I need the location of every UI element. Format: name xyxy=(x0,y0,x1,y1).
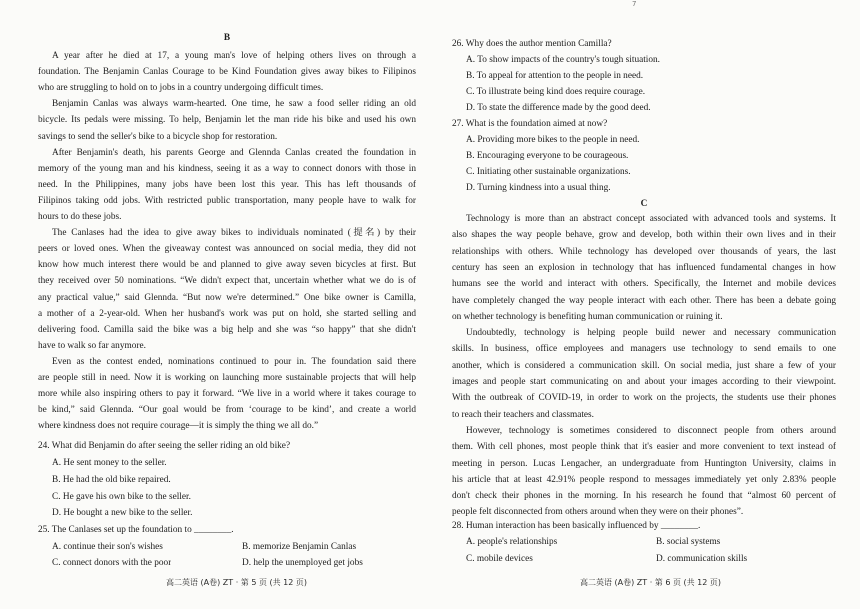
passage-line: more while also inspiring others to pay it forward. “We live in a world where it takes courage to xyxy=(38,389,416,400)
passage-line: delivering food. Camilla said the bike was a big help and she was “so happy” that she didn't xyxy=(38,324,416,335)
passage-line: who are struggling to hold on to jobs in a country undergoing difficult times. xyxy=(38,83,324,94)
passage-line: also shapes the way people behave, grow and develop, both within their own lives and in their xyxy=(452,230,836,241)
page-6-footer: 高二英语 (A卷) ZT · 第 6 页 (共 12 页) xyxy=(580,578,722,587)
passage-line: they received over 50 nominations. “We didn't expect that, uncertain whether what we do is of xyxy=(38,276,416,287)
page-6-column xyxy=(452,0,836,609)
passage-line: people felt disconnected from others around when they were on their phones”. xyxy=(452,507,744,518)
q27-option-b[interactable]: B. Encouraging everyone to be courageous. xyxy=(466,151,629,161)
passage-line: don't check their phones in the morning. In his research he found that “almost 60 percent of xyxy=(452,491,836,502)
passage-line: Technology is more than an abstract concept associated with advanced tools and systems. It xyxy=(466,214,836,224)
passage-line: where kindness does not require courage—it is simply the thing we all do.” xyxy=(38,421,319,432)
passage-line: skills. In business, office employees and managers use technology to send emails to one xyxy=(452,344,836,355)
passage-line: meeting in person. Lucas Lengacher, an undergraduate from Huntington University, claims in xyxy=(452,458,836,469)
q25-option-d[interactable]: D. help the unemployed get jobs xyxy=(242,558,363,568)
passage-line: any practical value,” said Glennda. “But now we're determined.” One bike owner is Camilla, xyxy=(38,292,416,303)
passage-line: bicycle. Its pedals were missing. To help, Benjamin let the man ride his bike and used his own xyxy=(38,115,416,126)
passage-line: relationships with others. While technology has developed over thousands of years, the last xyxy=(452,246,836,257)
passage-line: Filipinos taking odd jobs. With restricted public transportation, many people have to walk for xyxy=(38,195,416,206)
passage-line: Even as the contest ended, nominations continued to pour in. The foundation said there xyxy=(52,356,416,367)
passage-line: However, technology is sometimes considered to disconnect people from others around xyxy=(466,425,836,436)
passage-line: peers or loved ones. When the giveaway contest was announced on social media, they did not xyxy=(38,244,416,255)
page-5-column xyxy=(38,0,416,609)
passage-line: to reach their teachers and classmates. xyxy=(452,409,594,420)
passage-line: century has seen an explosion in technology that has influenced fundamental changes in how xyxy=(452,262,836,273)
q25-option-b[interactable]: B. memorize Benjamin Canlas xyxy=(242,542,357,552)
q27-option-d[interactable]: D. Turning kindness into a usual thing. xyxy=(466,183,611,193)
passage-line: know how much interest there would be and planned to give away seven bicycles at first. But xyxy=(38,260,416,271)
q24-option-a[interactable]: A. He sent money to the seller. xyxy=(52,458,167,468)
q28-option-b[interactable]: B. social systems xyxy=(656,537,721,547)
passage-line: Benjamin Canlas was always warm-hearted. One time, he saw a food seller riding an old xyxy=(52,99,416,110)
passage-line: on whether technology is benefiting human communication or ruining it. xyxy=(452,311,723,322)
q24-stem: 24. What did Benjamin do after seeing the seller riding an old bike? xyxy=(38,441,291,451)
page-5-footer: 高二英语 (A卷) ZT · 第 5 页 (共 12 页) xyxy=(166,578,308,587)
passage-line: humans see the world and interact with others. Specifically, the Internet and mobile devices xyxy=(452,279,836,290)
passage-line: them. With cell phones, most people think that it's easier and more convenient to text instead of xyxy=(452,442,836,453)
passage-line: a mother of a 2-year-old. When her husband's work was put on hold, she started selling and xyxy=(38,308,416,319)
passage-line: savings to send the seller's bike to a bicycle shop for restoration. xyxy=(38,131,278,142)
passage-line: hours to do these jobs. xyxy=(38,212,122,222)
passage-line: A year after he died at 17, a young man's love of helping others lives on through a xyxy=(52,51,416,61)
passage-line: foundation. The Benjamin Canlas Courage to be Kind Foundation gives away bikes to Filipinos xyxy=(38,67,416,78)
passage-line: Undoubtedly, technology is helping people build newer and necessary communication xyxy=(466,328,836,339)
q26-option-a[interactable]: A. To show impacts of the country's tough situation. xyxy=(466,55,661,65)
q26-option-d[interactable]: D. To state the difference made by the good deed. xyxy=(466,103,651,113)
passage-line: be kind,” said Glennda. “Our goal would be from ‘courage to be kind’, and create a world xyxy=(38,405,416,416)
q27-stem: 27. What is the foundation aimed at now? xyxy=(452,119,608,129)
q28-option-c[interactable]: C. mobile devices xyxy=(466,554,533,564)
passage-line: have to walk so far anymore. xyxy=(38,340,146,351)
q25-option-c[interactable]: C. connect donors with the poor xyxy=(52,558,172,568)
q26-stem: 26. Why does the author mention Camilla? xyxy=(452,39,612,49)
passage-line: The Canlases had the idea to give away bikes to individuals nominated (提名) by their xyxy=(52,228,416,239)
q24-option-d[interactable]: D. He bought a new bike to the seller. xyxy=(52,508,193,518)
passage-line: have completely changed the way people interact with each other. There has been a debate going xyxy=(452,295,836,306)
q28-option-d[interactable]: D. communication skills xyxy=(656,554,748,564)
q28-stem: 28. Human interaction has been basically influenced by ________. xyxy=(452,521,701,531)
passage-line: need. In the Philippines, many jobs have been lost this year. This has left thousands of xyxy=(38,179,416,190)
q25-stem: 25. The Canlases set up the foundation to ________. xyxy=(38,525,234,535)
passage-line: are people still in need. Now it is working on launching more sustainable projects that will help xyxy=(38,373,416,383)
passage-line: another, which is considered a communication skill. On social media, just share a few of your xyxy=(452,360,836,371)
passage-line: memory of the young man and his kindness, seeing it as a way to connect donors with those in xyxy=(38,163,416,174)
q25-option-a[interactable]: A. continue their son's wishes xyxy=(52,542,163,552)
passage-line: After Benjamin's death, his parents George and Glennda Canlas created the foundation in xyxy=(52,147,416,158)
q27-option-a[interactable]: A. Providing more bikes to the people in need. xyxy=(466,135,640,145)
passage-line: his article that at least 42.91% people respond to messages immediately yet only 2.83% people xyxy=(452,474,836,485)
q28-option-a[interactable]: A. people's relationships xyxy=(466,537,558,547)
q26-option-c[interactable]: C. To illustrate being kind does require courage. xyxy=(466,87,646,97)
q24-option-b[interactable]: B. He had the old bike repaired. xyxy=(52,475,171,485)
q27-option-c[interactable]: C. Initiating other sustainable organizations. xyxy=(466,167,631,177)
q24-option-c[interactable]: C. He gave his own bike to the seller. xyxy=(52,492,191,502)
passage-line: With the outbreak of COVID-19, in order to work on the projects, the students use their phones xyxy=(452,393,836,404)
passage-line: images and people start communicating on and about your images according to their viewpoint. xyxy=(452,377,836,387)
page-corner-mark: 7 xyxy=(632,0,637,8)
q26-option-b[interactable]: B. To appeal for attention to the people in need. xyxy=(466,71,644,81)
section-b-title: B xyxy=(223,33,231,43)
section-c-title: C xyxy=(640,199,648,209)
